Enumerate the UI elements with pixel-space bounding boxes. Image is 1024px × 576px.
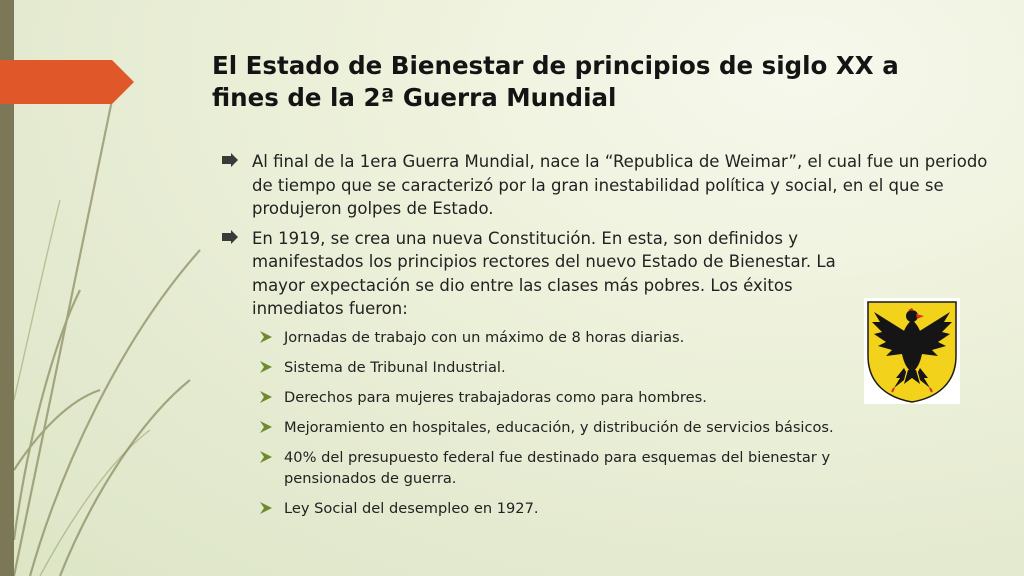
bullet-item bbox=[222, 150, 992, 221]
arrowhead-bullet-icon bbox=[260, 331, 272, 343]
sub-item-text: 40% del presupuesto federal fue destinado para esquemas del bienestar y pensionados de guerra. bbox=[284, 448, 831, 487]
sub-item-text: Jornadas de trabajo con un máximo de 8 horas diarias. bbox=[284, 328, 685, 346]
sub-item-text: Ley Social del desempleo en 1927. bbox=[284, 499, 539, 517]
sub-item bbox=[222, 498, 982, 519]
sub-item bbox=[222, 447, 924, 489]
bullet-item bbox=[222, 227, 872, 321]
sub-item-text: Mejoramiento en hospitales, educación, y distribución de servicios básicos. bbox=[284, 418, 834, 436]
chevron-arrow-bullet-icon bbox=[222, 153, 238, 167]
bullet-text: Al final de la 1era Guerra Mundial, nace la “Republica de Weimar”, el cual fue un periodo de tiempo que se caracterizó por la gran inestabilidad política y social, en el que se produjeron golpes de Estado. bbox=[252, 152, 988, 218]
arrowhead-bullet-icon bbox=[260, 502, 272, 514]
chevron-arrow-bullet-icon bbox=[222, 230, 238, 244]
arrowhead-bullet-icon bbox=[260, 451, 272, 463]
sub-item bbox=[222, 417, 982, 438]
arrowhead-bullet-icon bbox=[260, 391, 272, 403]
bullet-text: En 1919, se crea una nueva Constitución. En esta, son definidos y manifestados los principios rectores del nuevo Estado de Bienestar. La mayor expectación se dio entre las clases más pobres. Los éxitos inmediatos fueron: bbox=[252, 228, 836, 318]
sub-item-text: Sistema de Tribunal Industrial. bbox=[284, 358, 506, 376]
arrowhead-bullet-icon bbox=[260, 361, 272, 373]
slide-title: El Estado de Bienestar de principios de siglo XX a fines de la 2ª Guerra Mundial bbox=[212, 51, 899, 112]
sub-item-text: Derechos para mujeres trabajadoras como para hombres. bbox=[284, 388, 707, 406]
weimar-eagle-coat-of-arms-icon bbox=[864, 298, 960, 404]
title-accent-arrow bbox=[0, 60, 134, 104]
arrowhead-bullet-icon bbox=[260, 421, 272, 433]
